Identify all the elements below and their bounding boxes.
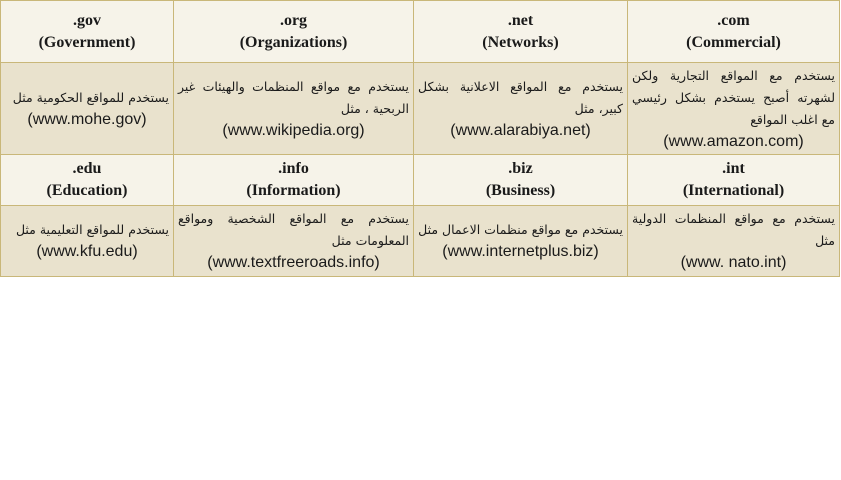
extension-label: .edu [72,160,102,177]
table-row-header-1 [1,1,840,63]
description-text: يستخدم مع المواقع الشخصية ومواقع المعلومات مثل [178,211,409,248]
example-url: (www.internetplus.biz) [442,243,599,260]
extension-fullname: (International) [682,182,785,199]
description-text: يستخدم مع المواقع التجارية ولكن لشهرته أصبح يستخدم بشكل رئيسي مع اغلب المواقع [632,67,835,127]
description-cell-edu [1,206,174,277]
extension-fullname: (Information) [246,182,341,199]
description-cell-org [174,63,414,155]
extension-label: .net [507,11,534,29]
description-cell-biz [414,206,628,277]
example-url: (www.mohe.gov) [27,110,147,128]
extension-label: .gov [73,11,101,29]
extension-fullname: (Government) [38,33,136,51]
description-text: يستخدم مع مواقع المنظمات والهيئات غير الربحية ، مثل [178,78,409,116]
table-row-description-2 [1,206,840,277]
description-cell-net [414,63,628,155]
description-cell-gov [1,63,174,155]
extension-label: .int [722,160,745,177]
description-cell-int [628,206,840,277]
extension-fullname: (Education) [46,182,128,199]
header-cell-org [174,1,414,63]
extension-label: .biz [508,160,533,177]
extension-label: .org [279,11,308,29]
header-cell-com [628,1,840,63]
table-row-description-1 [1,63,840,155]
example-url: (www.alarabiya.net) [450,121,591,139]
description-text: يستخدم مع مواقع المنظمات الدولية مثل [632,211,835,248]
extension-fullname: (Commercial) [686,33,781,51]
description-text: يستخدم مع المواقع الاعلانية بشكل كبير، مثل [418,78,623,116]
example-url: (www. nato.int) [680,254,787,271]
description-text: يستخدم مع مواقع منظمات الاعمال مثل [418,222,623,237]
description-cell-com [628,63,840,155]
header-cell-net [414,1,628,63]
table-row-header-2 [1,155,840,206]
extension-fullname: (Networks) [482,33,559,51]
description-cell-info [174,206,414,277]
extension-label: .info [278,160,309,177]
extension-label: .com [717,11,750,29]
header-cell-int [628,155,840,206]
header-cell-edu [1,155,174,206]
example-url: (www.kfu.edu) [36,243,138,260]
example-url: (www.amazon.com) [663,132,804,150]
extension-fullname: (Organizations) [239,33,348,51]
example-url: (www.wikipedia.org) [222,121,365,139]
example-url: (www.textfreeroads.info) [207,254,380,271]
description-text: يستخدم للمواقع الحكومية مثل [12,89,169,105]
extension-fullname: (Business) [485,182,556,199]
header-cell-gov [1,1,174,63]
header-cell-info [174,155,414,206]
description-text: يستخدم للمواقع التعليمية مثل [15,222,169,237]
header-cell-biz [414,155,628,206]
